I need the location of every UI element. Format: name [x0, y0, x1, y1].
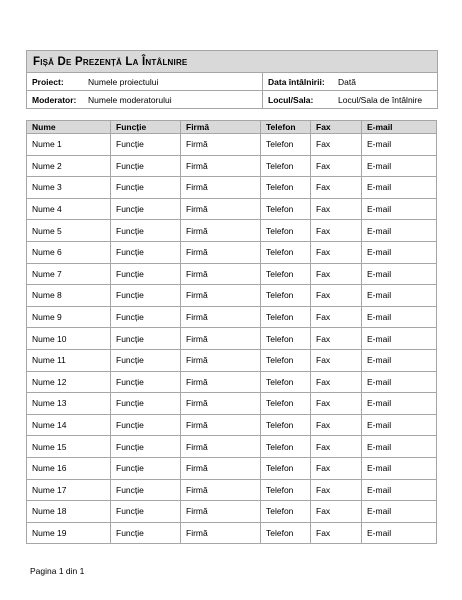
table-cell: E-mail — [362, 328, 437, 350]
location-label: Locul/Sala: — [268, 94, 314, 105]
project-value: Numele proiectului — [83, 73, 263, 90]
table-cell: Funcție — [111, 371, 181, 393]
table-cell: Fax — [311, 371, 362, 393]
table-cell: Fax — [311, 220, 362, 242]
attendance-table — [26, 120, 437, 544]
table-cell: Firmă — [181, 436, 261, 458]
table-cell: Telefon — [261, 177, 311, 199]
table-row — [27, 436, 437, 458]
table-cell: Telefon — [261, 414, 311, 436]
table-row — [27, 155, 437, 177]
table-cell: Telefon — [261, 241, 311, 263]
table-cell: Funcție — [111, 479, 181, 501]
table-cell: Nume 13 — [27, 393, 111, 415]
table-cell: E-mail — [362, 285, 437, 307]
table-cell: Firmă — [181, 349, 261, 371]
table-cell: Fax — [311, 177, 362, 199]
column-header: Fax — [311, 121, 362, 134]
table-cell: E-mail — [362, 263, 437, 285]
table-cell: Fax — [311, 134, 362, 156]
table-cell: Nume 14 — [27, 414, 111, 436]
table-row — [27, 349, 437, 371]
table-cell: Nume 3 — [27, 177, 111, 199]
table-cell: Firmă — [181, 393, 261, 415]
table-cell: Fax — [311, 349, 362, 371]
column-header: Firmă — [181, 121, 261, 134]
table-cell: Funcție — [111, 155, 181, 177]
table-cell: Funcție — [111, 306, 181, 328]
table-cell: Nume 18 — [27, 501, 111, 523]
table-cell: Firmă — [181, 522, 261, 544]
table-cell: E-mail — [362, 371, 437, 393]
table-cell: Nume 4 — [27, 198, 111, 220]
table-cell: Fax — [311, 393, 362, 415]
table-row — [27, 501, 437, 523]
table-cell: E-mail — [362, 457, 437, 479]
table-cell: Fax — [311, 436, 362, 458]
document-title: Fișă De Prezență La Întâlnire — [33, 55, 188, 68]
table-cell: Funcție — [111, 349, 181, 371]
moderator-label: Moderator: — [32, 94, 77, 105]
table-cell: Nume 9 — [27, 306, 111, 328]
table-cell: E-mail — [362, 522, 437, 544]
table-row — [27, 285, 437, 307]
table-cell: Firmă — [181, 306, 261, 328]
column-header: E-mail — [362, 121, 437, 134]
table-cell: Funcție — [111, 414, 181, 436]
table-cell: Funcție — [111, 263, 181, 285]
table-cell: Fax — [311, 479, 362, 501]
table-cell: E-mail — [362, 134, 437, 156]
table-cell: E-mail — [362, 479, 437, 501]
table-cell: Nume 6 — [27, 241, 111, 263]
table-cell: E-mail — [362, 220, 437, 242]
table-row — [27, 414, 437, 436]
table-cell: E-mail — [362, 155, 437, 177]
table-cell: Telefon — [261, 155, 311, 177]
table-cell: Funcție — [111, 436, 181, 458]
table-cell: Firmă — [181, 371, 261, 393]
table-cell: Funcție — [111, 457, 181, 479]
meeting-info-block — [26, 50, 438, 109]
table-cell: Nume 10 — [27, 328, 111, 350]
table-cell: Fax — [311, 414, 362, 436]
table-cell: E-mail — [362, 349, 437, 371]
table-cell: Firmă — [181, 155, 261, 177]
table-cell: Funcție — [111, 328, 181, 350]
table-row — [27, 306, 437, 328]
moderator-value: Numele moderatorului — [83, 91, 263, 108]
location-value: Locul/Sala de întâlnire — [338, 94, 423, 105]
table-row — [27, 393, 437, 415]
table-cell: Fax — [311, 522, 362, 544]
table-cell: Firmă — [181, 414, 261, 436]
table-cell: Firmă — [181, 501, 261, 523]
table-cell: Funcție — [111, 285, 181, 307]
table-cell: Telefon — [261, 436, 311, 458]
table-cell: E-mail — [362, 414, 437, 436]
table-cell: Firmă — [181, 198, 261, 220]
table-cell: Nume 15 — [27, 436, 111, 458]
table-cell: Nume 12 — [27, 371, 111, 393]
table-cell: Fax — [311, 457, 362, 479]
table-cell: Fax — [311, 155, 362, 177]
table-cell: Telefon — [261, 328, 311, 350]
table-cell: Telefon — [261, 198, 311, 220]
table-cell: E-mail — [362, 393, 437, 415]
table-cell: E-mail — [362, 177, 437, 199]
table-cell: Funcție — [111, 134, 181, 156]
table-row — [27, 457, 437, 479]
table-cell: Firmă — [181, 285, 261, 307]
attendance-sheet — [26, 50, 436, 544]
table-cell: Firmă — [181, 479, 261, 501]
table-row — [27, 371, 437, 393]
page-footer: Pagina 1 din 1 — [30, 566, 85, 576]
table-cell: Funcție — [111, 522, 181, 544]
table-row — [27, 479, 437, 501]
table-cell: Fax — [311, 501, 362, 523]
table-cell: Funcție — [111, 501, 181, 523]
table-cell: E-mail — [362, 306, 437, 328]
table-row — [27, 177, 437, 199]
table-cell: Fax — [311, 285, 362, 307]
title-bar — [27, 51, 437, 73]
table-cell: Nume 2 — [27, 155, 111, 177]
table-cell: Telefon — [261, 501, 311, 523]
table-cell: Nume 19 — [27, 522, 111, 544]
table-cell: Nume 7 — [27, 263, 111, 285]
table-cell: Firmă — [181, 220, 261, 242]
table-cell: Funcție — [111, 220, 181, 242]
column-header: Nume — [27, 121, 111, 134]
table-cell: Telefon — [261, 349, 311, 371]
table-cell: Funcție — [111, 198, 181, 220]
table-cell: Fax — [311, 306, 362, 328]
table-row — [27, 134, 437, 156]
table-cell: Telefon — [261, 134, 311, 156]
table-row — [27, 220, 437, 242]
table-cell: Firmă — [181, 457, 261, 479]
table-header-row — [27, 121, 437, 134]
table-cell: Fax — [311, 328, 362, 350]
info-row-moderator — [27, 90, 437, 108]
column-header: Telefon — [261, 121, 311, 134]
table-cell: E-mail — [362, 241, 437, 263]
table-cell: Telefon — [261, 457, 311, 479]
table-cell: Nume 5 — [27, 220, 111, 242]
table-cell: Firmă — [181, 134, 261, 156]
table-cell: E-mail — [362, 501, 437, 523]
table-cell: Nume 11 — [27, 349, 111, 371]
table-cell: Nume 17 — [27, 479, 111, 501]
table-cell: Funcție — [111, 177, 181, 199]
table-cell: Nume 1 — [27, 134, 111, 156]
table-cell: Nume 16 — [27, 457, 111, 479]
table-cell: Telefon — [261, 220, 311, 242]
table-row — [27, 241, 437, 263]
table-cell: Telefon — [261, 306, 311, 328]
column-header: Funcție — [111, 121, 181, 134]
table-row — [27, 328, 437, 350]
table-row — [27, 263, 437, 285]
table-row — [27, 198, 437, 220]
table-row — [27, 522, 437, 544]
table-cell: Funcție — [111, 393, 181, 415]
table-cell: Firmă — [181, 263, 261, 285]
table-cell: Firmă — [181, 241, 261, 263]
table-cell: Telefon — [261, 285, 311, 307]
table-cell: Funcție — [111, 241, 181, 263]
table-cell: Telefon — [261, 263, 311, 285]
table-cell: Nume 8 — [27, 285, 111, 307]
table-cell: Firmă — [181, 177, 261, 199]
table-cell: Fax — [311, 263, 362, 285]
table-cell: Fax — [311, 198, 362, 220]
table-cell: Telefon — [261, 393, 311, 415]
table-cell: E-mail — [362, 436, 437, 458]
project-label: Proiect: — [32, 76, 64, 87]
table-cell: Telefon — [261, 479, 311, 501]
date-label: Data întâlnirii: — [268, 76, 325, 87]
table-cell: Telefon — [261, 522, 311, 544]
table-cell: Firmă — [181, 328, 261, 350]
info-row-project — [27, 73, 437, 90]
table-cell: Fax — [311, 241, 362, 263]
table-cell: Telefon — [261, 371, 311, 393]
date-value: Dată — [338, 76, 356, 87]
attendance-rows — [27, 134, 437, 544]
table-cell: E-mail — [362, 198, 437, 220]
